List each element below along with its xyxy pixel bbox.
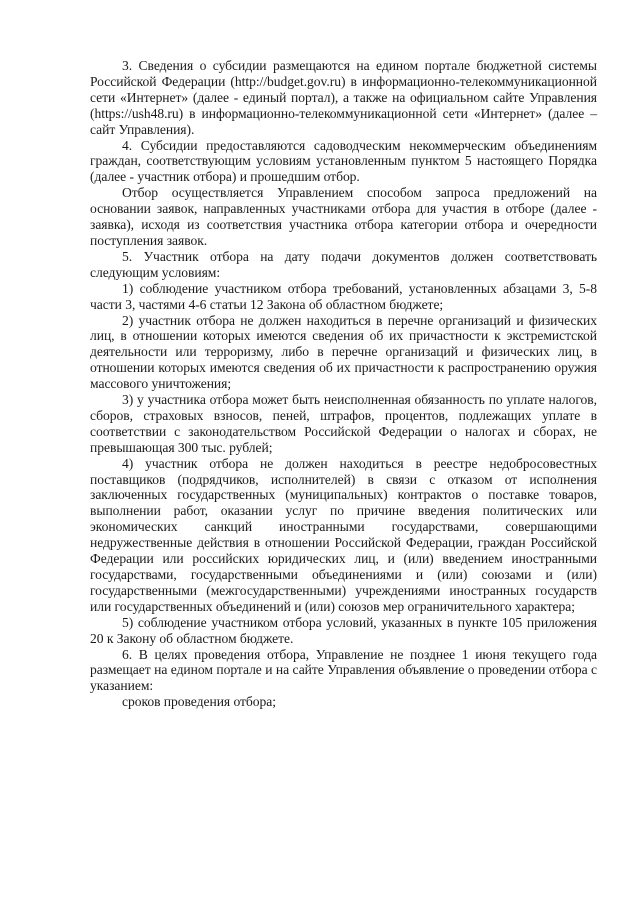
paragraph-6-terms: сроков проведения отбора; (122, 694, 276, 710)
paragraph-4-subsidies: 4. Субсидии предоставляются садоводческим некоммерческим объединениям граждан, соответствующим условиям установленным пунктом 5 настоящего Порядка (далее - участник отбора) и прошедшим отбор. (90, 137, 597, 185)
paragraph-6-announcement: 6. В целях проведения отбора, Управление не позднее 1 июня текущего года размещает на едином портале и на сайте Управления объявление о проведении отбора с указанием: (90, 646, 597, 694)
paragraph-5-item-1: 1) соблюдение участником отбора требований, установленных абзацами 3, 5-8 части 3, частями 4-6 статьи 12 Закона об областном бюджете; (90, 280, 597, 312)
paragraph-5-item-3: 3) у участника отбора может быть неисполненная обязанность по уплате налогов, сборов, страховых взносов, пеней, штрафов, процентов, подлежащих уплате в соответствии с законодательством Российской Федерации о налогах и сборах, не превышающая 300 тыс. рублей; (90, 392, 597, 455)
document-body (90, 58, 597, 710)
paragraph-5-conditions: 5. Участник отбора на дату подачи документов должен соответствовать следующим условиям: (90, 248, 597, 280)
paragraph-5-item-4: 4) участник отбора не должен находиться в реестре недобросовестных поставщиков (подрядчиков, исполнителей) в связи с отказом от исполнения заключенных государственных (муниципальных) контрактов о поставке товаров, выполнении работ, оказании услуг по причине введения политических или экономических санкций иностранными государствами, совершающими недружественные действия в отношении Российской Федерации, граждан Российской Федерации или российских юридических лиц, и (или) введением иностранными государствами, государственными объединениями и (или) союзами и (или) государственными (межгосударственными) учреждениями иностранных государств или государственных объединений и (или) союзов мер ограничительного характера; (90, 455, 597, 614)
paragraph-selection-method: Отбор осуществляется Управлением способом запроса предложений на основании заявок, направленных участниками отбора для участия в отборе (далее - заявка), исходя из соответствия участника отбора категории отбора и очередности поступления заявок. (90, 185, 597, 248)
paragraph-5-item-5: 5) соблюдение участником отбора условий, указанных в пункте 105 приложения 20 к Закону об областном бюджете. (90, 614, 597, 646)
paragraph-5-item-2: 2) участник отбора не должен находиться в перечне организаций и физических лиц, в отношении которых имеются сведения об их причастности к экстремистской деятельности или терроризму, либо в перечне организаций и физических лиц, в отношении которых имеются сведения об их причастности к распространению оружия массового уничтожения; (90, 312, 597, 392)
paragraph-3-portal-info: 3. Сведения о субсидии размещаются на едином портале бюджетной системы Российской Федерации (http://budget.gov.ru) в информационно-телекоммуникационной сети «Интернет» (далее - единый портал), а также на официальном сайте Управления (https://ush48.ru) в информационно-телекоммуникационной сети «Интернет» (далее – сайт Управления). (90, 58, 597, 137)
